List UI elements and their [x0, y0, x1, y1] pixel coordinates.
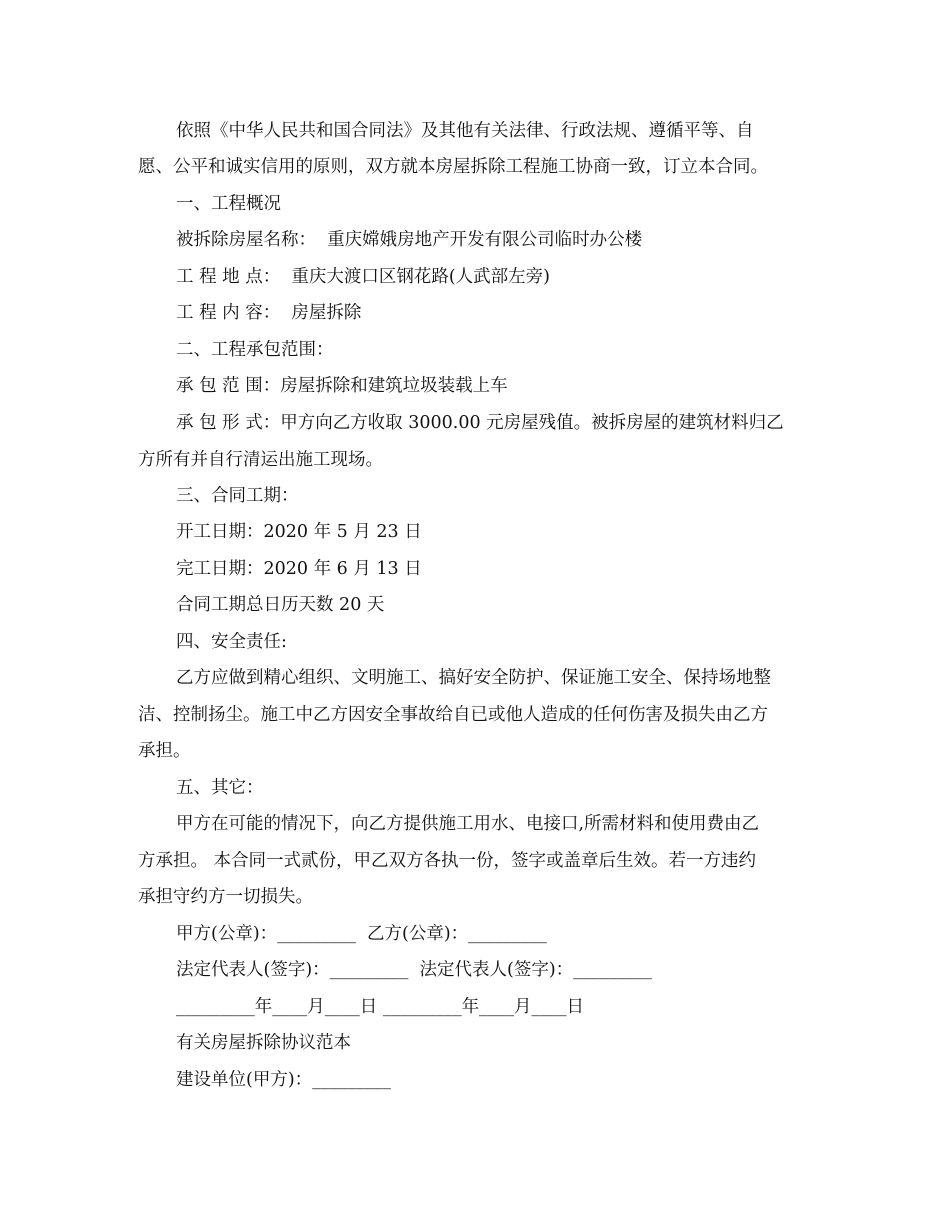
section-heading-project-overview: 一、工程概况 — [176, 194, 281, 214]
paragraph-intro-line-1: 依照《中华人民共和国合同法》及其他有关法律、行政法规、遵循平等、自 — [176, 121, 754, 141]
section-heading-contract-scope: 二、工程承包范围： — [176, 340, 334, 360]
paragraph-intro-line-2: 愿、公平和诚实信用的原则，双方就本房屋拆除工程施工协商一致，订立本合同。 — [138, 157, 768, 177]
paragraph-other-line-3: 承担守约方一切损失。 — [138, 887, 313, 907]
field-construction-unit: 建设单位(甲方)：_________ — [176, 1070, 391, 1090]
section-heading-contract-period: 三、合同工期： — [176, 486, 299, 506]
paragraph-safety-line-2: 洁、控制扬尘。施工中乙方因安全事故给自已或他人造成的任何伤害及损失由乙方 — [138, 705, 768, 725]
signature-seal-line: 甲方(公章)：_________ 乙方(公章)：_________ — [176, 924, 547, 944]
paragraph-other-line-2: 方承担。 本合同一式贰份，甲乙双方各执一份，签字或盖章后生效。若一方违约 — [138, 851, 757, 871]
section-heading-other: 五、其它： — [176, 778, 264, 798]
paragraph-safety-line-1: 乙方应做到精心组织、文明施工、搞好安全防护、保证施工安全、保持场地整 — [176, 668, 771, 688]
field-demolished-building-name: 被拆除房屋名称： 重庆嫦娥房地产开发有限公司临时办公楼 — [176, 230, 643, 250]
section-title-agreement-template: 有关房屋拆除协议范本 — [176, 1033, 351, 1053]
field-contract-form-line-1: 承 包 形 式：甲方向乙方收取 3000.00 元房屋残值。被拆房屋的建筑材料归乙 — [176, 413, 784, 433]
field-contract-scope: 承 包 范 围：房屋拆除和建筑垃圾装载上车 — [176, 376, 508, 396]
signature-date-line: _________年____月____日 _________年____月____日 — [176, 997, 585, 1017]
section-heading-safety: 四、安全责任: — [176, 632, 287, 652]
paragraph-safety-line-3: 承担。 — [138, 741, 191, 761]
field-contract-form-line-2: 方所有并自行清运出施工现场。 — [138, 450, 383, 470]
signature-representative-line: 法定代表人(签字)：_________ 法定代表人(签字)：_________ — [176, 960, 652, 980]
field-total-days: 合同工期总日历天数 20 天 — [176, 595, 385, 615]
field-project-content: 工 程 内 容： 房屋拆除 — [176, 303, 362, 323]
field-start-date: 开工日期：2020 年 5 月 23 日 — [176, 522, 422, 542]
field-project-location: 工 程 地 点： 重庆大渡口区钢花路(人武部左旁) — [176, 267, 550, 287]
paragraph-other-line-1: 甲方在可能的情况下，向乙方提供施工用水、电接口,所需材料和使用费由乙 — [176, 814, 760, 834]
field-completion-date: 完工日期：2020 年 6 月 13 日 — [176, 559, 422, 579]
